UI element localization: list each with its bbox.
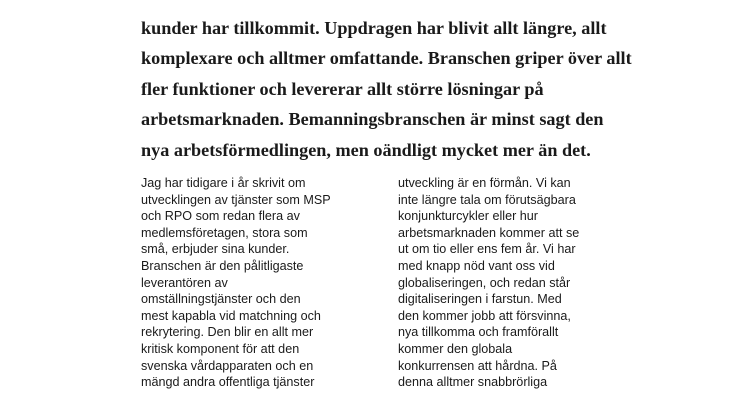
body-column-right bbox=[398, 175, 618, 391]
body-line: kommer den globala bbox=[398, 341, 513, 356]
body-line: konjunkturcykler eller hur bbox=[398, 209, 538, 224]
body-line: den kommer jobb att försvinna, bbox=[398, 308, 571, 323]
body-line: utveckling är en förmån. Vi kan bbox=[398, 176, 571, 190]
body-line: konkurrensen att hårdna. På bbox=[398, 358, 557, 373]
body-line: Jag har tidigare i år skrivit om bbox=[141, 176, 306, 190]
body-line: medlemsföretagen, stora som bbox=[141, 225, 308, 240]
ingress-line: komplexare och alltmer omfattande. Branschen griper över allt bbox=[141, 48, 632, 68]
body-line: och RPO som redan flera av bbox=[141, 209, 300, 224]
ingress-line-cut bbox=[141, 0, 621, 13]
body-line: mest kapabla vid matchning och bbox=[141, 308, 321, 323]
ingress-line: nya arbetsförmedlingen, men oändligt mycket mer än det. bbox=[141, 139, 591, 160]
body-line: svenska vårdapparaten och en bbox=[141, 358, 314, 373]
body-line: med knapp nöd vant oss vid bbox=[398, 258, 555, 273]
ingress-line: fler funktioner och levererar allt större lösningar på bbox=[141, 78, 544, 99]
body-line: mängd andra offentliga tjänster bbox=[141, 375, 315, 390]
body-line: leverantören av bbox=[141, 275, 228, 290]
body-line: Branschen är den pålitligaste bbox=[141, 258, 304, 273]
body-line: arbetsmarknaden kommer att se bbox=[398, 225, 580, 240]
body-line: inte längre tala om förutsägbara bbox=[398, 192, 576, 207]
body-column-left bbox=[141, 175, 361, 391]
body-line: rekrytering. Den blir en allt mer bbox=[141, 325, 314, 340]
body-line: ut om tio eller ens fem år. Vi har bbox=[398, 242, 576, 257]
ingress-paragraph bbox=[141, 0, 632, 165]
body-line: nya tillkomma och framförallt bbox=[398, 325, 559, 340]
body-line: denna alltmer snabbrörliga bbox=[398, 375, 548, 390]
ingress-line: kunder har tillkommit. Uppdragen har blivit allt längre, allt bbox=[141, 17, 607, 38]
body-line: kritisk komponent för att den bbox=[141, 341, 300, 356]
ingress-line: arbetsmarknaden. Bemanningsbranschen är minst sagt den bbox=[141, 109, 604, 129]
body-line: digitaliseringen i farstun. Med bbox=[398, 292, 562, 307]
body-line: utvecklingen av tjänster som MSP bbox=[141, 192, 331, 207]
body-line: globaliseringen, och redan står bbox=[398, 275, 571, 290]
body-line: små, erbjuder sina kunder. bbox=[141, 242, 290, 257]
body-line: omställningstjänster och den bbox=[141, 292, 301, 307]
